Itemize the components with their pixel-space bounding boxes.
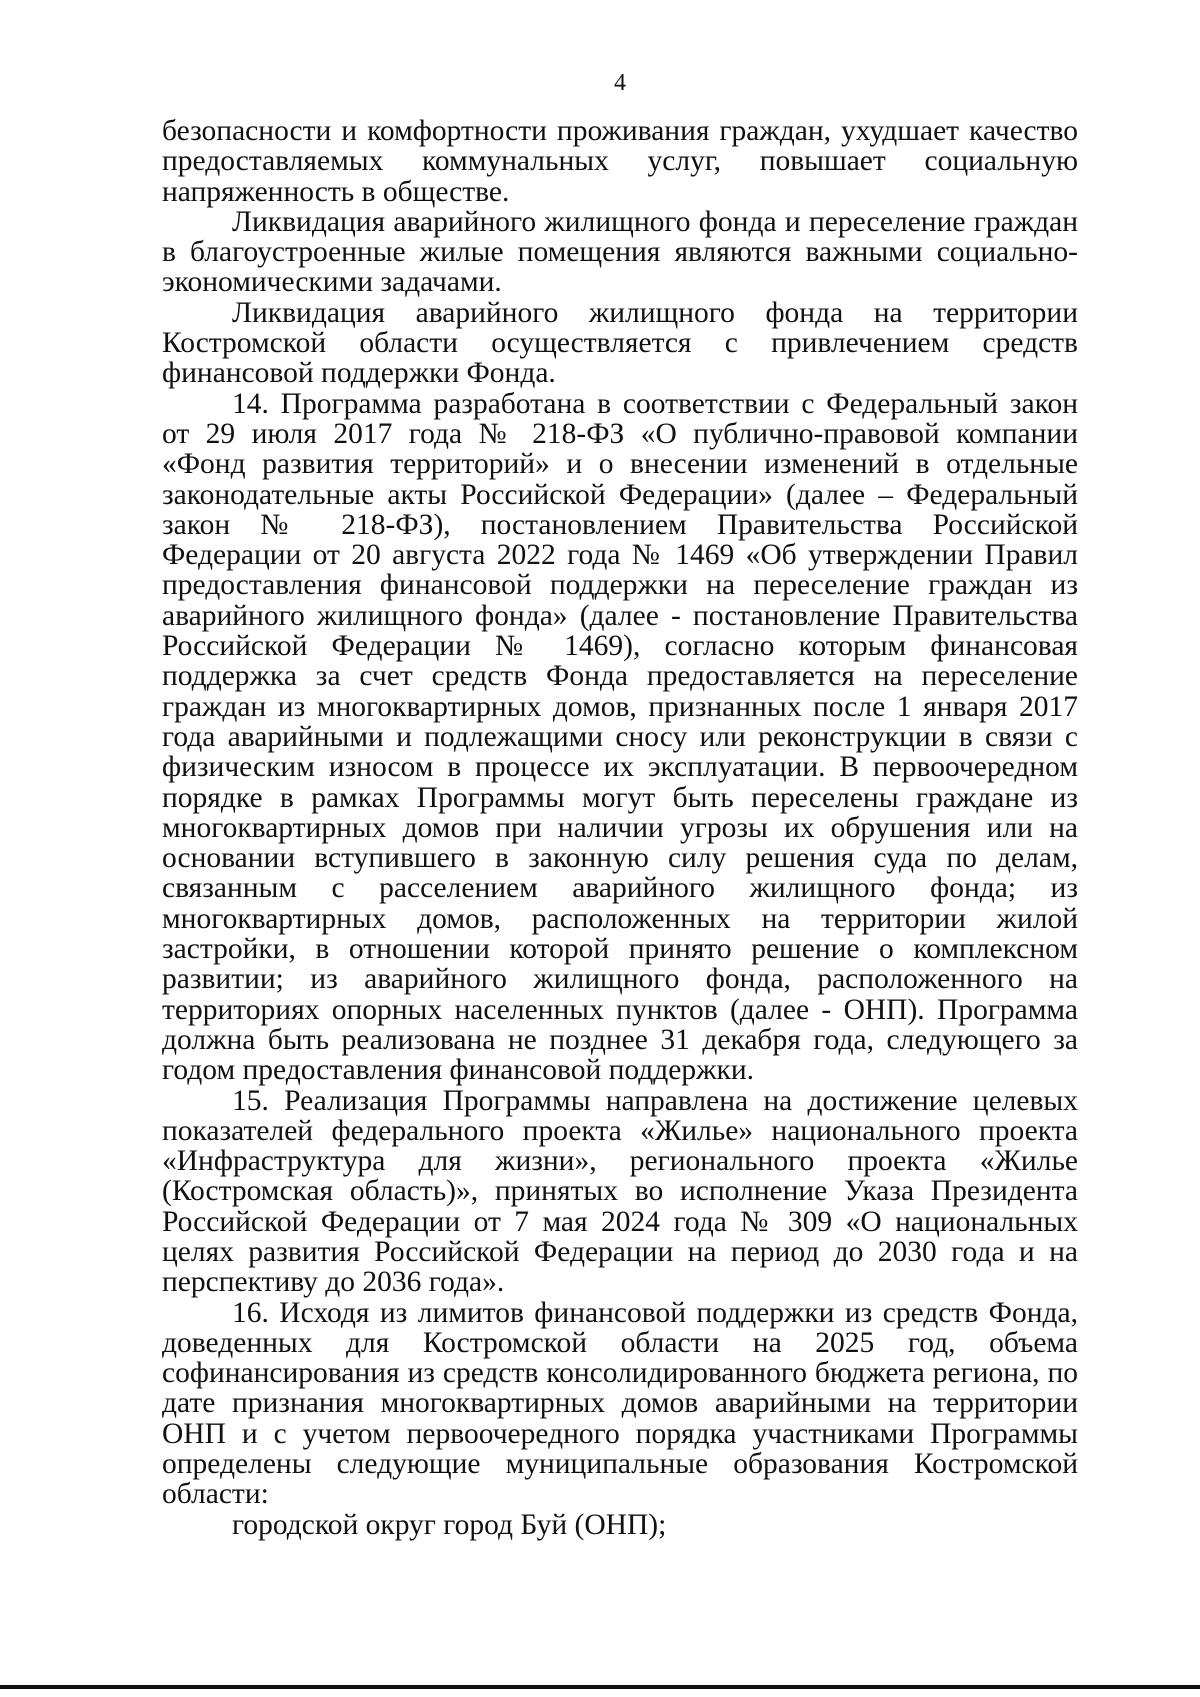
paragraph-liquidation-funding: Ликвидация аварийного жилищного фонда на территории Костромской области осуществляется с привлечением средств финансовой поддержки Фонда. [162,296,1078,390]
paragraph-section-16: 16. Исходя из лимитов финансовой поддержки из средств Фонда, доведенных для Костромской области на 2025 год, объема софинансирования из средств консолидированного бюджета региона, по дате признания многоквартирных домов аварийными на территории ОНП и с учетом первоочередного порядка участниками Программы определены следующие муниципальные образования Костромской области: [162,1296,1078,1511]
paragraph-liquidation-goals: Ликвидация аварийного жилищного фонда и переселение граждан в благоустроенные жилые помещения являются важными социально-экономическими задачами. [162,205,1078,299]
paragraph-continuation: безопасности и комфортности проживания граждан, ухудшает качество предоставляемых коммунальных услуг, повышает социальную напряженность в обществе. [162,115,1078,208]
bottom-scan-border [0,1685,1200,1689]
page-number: 4 [614,70,626,96]
list-item-municipality: городской округ город Буй (ОНП); [232,1508,667,1541]
document-body [162,116,1078,1540]
paragraph-section-15: 15. Реализация Программы направлена на достижение целевых показателей федерального проекта «Жилье» национального проекта «Инфраструктура для жизни», регионального проекта «Жилье (Костромская область)», принятых во исполнение Указа Президента Российской Федерации от 7 мая 2024 года № 309 «О национальных целях развития Российской Федерации на период до 2030 года и на перспективу до 2036 года». [162,1084,1078,1299]
paragraph-section-14: 14. Программа разработана в соответствии с Федеральный закон от 29 июля 2017 года № 218-ФЗ «О публично-правовой компании «Фонд развития территорий» и о внесении изменений в отдельные законодательные акты Российской Федерации» (далее – Федеральный закон № 218-ФЗ), постановлением Правительства Российской Федерации от 20 августа 2022 года № 1469 «Об утверждении Правил предоставления финансовой поддержки на переселение граждан из аварийного жилищного фонда» (далее - постановление Правительства Российской Федерации № 1469), согласно которым финансовая поддержка за счет средств Фонда предоставляется на переселение граждан из многоквартирных домов, признанных после 1 января 2017 года аварийными и подлежащими сносу или реконструкции в связи с физическим износом в процессе их эксплуатации. В первоочередном порядке в рамках Программы могут быть переселены граждане из многоквартирных домов при наличии угрозы их обрушения или на основании вступившего в законную силу решения суда по делам, связанным с расселением аварийного жилищного фонда; из многоквартирных домов, расположенных на территории жилой застройки, в отношении которой принято решение о комплексном развитии; из аварийного жилищного фонда, расположенного на территориях опорных населенных пунктов (далее - ОНП). Программа должна быть реализована не позднее 31 декабря года, следующего за годом предоставления финансовой поддержки. [162,387,1078,1087]
